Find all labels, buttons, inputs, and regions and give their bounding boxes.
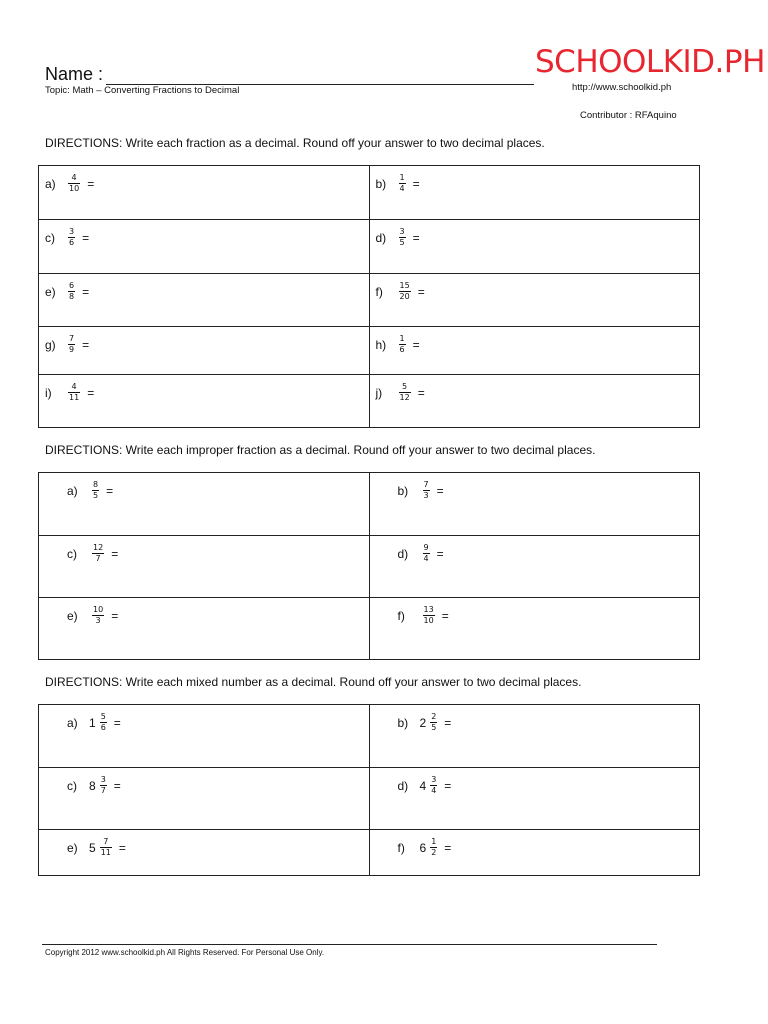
- schoolkid-logo: SCHOOLKID.PH: [535, 44, 765, 80]
- equals-sign: =: [87, 176, 95, 191]
- fraction-numerator: 10: [93, 605, 104, 614]
- equals-sign: =: [118, 840, 126, 855]
- equals-sign: =: [436, 546, 444, 561]
- exercise-item: [67, 713, 121, 732]
- fraction-numerator: 6: [69, 281, 75, 290]
- exercise-label: f): [375, 284, 383, 299]
- exercise-cell[interactable]: [369, 830, 700, 876]
- exercise-label: c): [45, 230, 55, 245]
- equals-sign: =: [441, 608, 449, 623]
- fraction-numerator: 7: [103, 837, 109, 846]
- equals-sign: =: [444, 715, 452, 730]
- exercise-label: d): [397, 778, 409, 793]
- fraction: [423, 481, 430, 500]
- fraction-denominator: 4: [423, 554, 429, 563]
- exercise-item: [376, 282, 425, 301]
- fraction: [399, 228, 406, 247]
- equals-sign: =: [106, 483, 114, 498]
- directions-fractions: DIRECTIONS: Write each fraction as a decimal. Round off your answer to two decimal places.: [45, 136, 545, 150]
- fraction-denominator: 20: [399, 292, 410, 301]
- fraction-denominator: 3: [95, 616, 101, 625]
- exercise-item: [45, 174, 94, 193]
- fraction: [430, 838, 437, 857]
- exercise-cell[interactable]: [369, 768, 700, 830]
- exercise-item: [67, 481, 113, 500]
- fraction-denominator: 6: [399, 345, 405, 354]
- fraction-denominator: 7: [100, 786, 106, 795]
- fraction-numerator: 1: [399, 173, 405, 182]
- exercise-row: [39, 536, 700, 598]
- fraction-denominator: 2: [431, 848, 437, 857]
- exercise-label: h): [375, 337, 387, 352]
- fraction-numerator: 12: [93, 543, 104, 552]
- fraction-denominator: 7: [95, 554, 101, 563]
- fraction-numerator: 2: [431, 712, 437, 721]
- equals-sign: =: [412, 337, 420, 352]
- exercise-item: [398, 606, 449, 625]
- fraction: [399, 174, 406, 193]
- equals-sign: =: [111, 608, 119, 623]
- exercise-cell[interactable]: [369, 327, 700, 375]
- fraction-numerator: 1: [399, 334, 405, 343]
- exercise-cell[interactable]: [39, 830, 370, 876]
- exercise-label: f): [397, 608, 405, 623]
- fraction: [423, 606, 435, 625]
- exercise-label: j): [375, 385, 383, 400]
- fraction-denominator: 6: [69, 238, 75, 247]
- exercise-item: [45, 228, 89, 247]
- fraction-denominator: 4: [431, 786, 437, 795]
- fraction: [92, 544, 104, 563]
- exercise-label: c): [67, 778, 77, 793]
- exercise-label: e): [45, 284, 56, 299]
- exercise-label: b): [375, 176, 387, 191]
- exercise-row: [39, 375, 700, 428]
- fraction-numerator: 8: [93, 480, 99, 489]
- exercise-cell[interactable]: [369, 598, 700, 660]
- mixed-whole-number: 8: [89, 778, 96, 793]
- exercise-label: b): [397, 715, 409, 730]
- fraction: [68, 335, 75, 354]
- exercise-cell[interactable]: [39, 705, 370, 768]
- fraction-denominator: 5: [399, 238, 405, 247]
- exercise-item: [45, 282, 89, 301]
- equals-sign: =: [82, 230, 90, 245]
- fraction-denominator: 6: [100, 723, 106, 732]
- exercise-label: f): [397, 840, 405, 855]
- exercise-cell[interactable]: [369, 274, 700, 327]
- fraction-numerator: 7: [423, 480, 429, 489]
- exercise-cell[interactable]: [39, 327, 370, 375]
- exercise-cell[interactable]: [39, 220, 370, 274]
- fraction: [92, 606, 104, 625]
- directions-improper: DIRECTIONS: Write each improper fraction as a decimal. Round off your answer to two decimal places.: [45, 443, 596, 457]
- equals-sign: =: [111, 546, 119, 561]
- equals-sign: =: [113, 715, 121, 730]
- fraction-numerator: 13: [423, 605, 434, 614]
- equals-sign: =: [412, 230, 420, 245]
- exercise-cell[interactable]: [39, 166, 370, 220]
- contributor-text: Contributor : RFAquino: [580, 110, 677, 121]
- site-link[interactable]: http://www.schoolkid.ph: [572, 82, 672, 93]
- exercise-row: [39, 598, 700, 660]
- exercise-item: [45, 383, 94, 402]
- exercise-row: [39, 830, 700, 876]
- mixed-whole-number: 2: [419, 715, 427, 730]
- fraction-numerator: 5: [100, 712, 106, 721]
- fraction: [100, 713, 107, 732]
- fraction: [399, 335, 406, 354]
- exercise-row: [39, 768, 700, 830]
- equals-sign: =: [113, 778, 121, 793]
- equals-sign: =: [87, 385, 95, 400]
- exercise-cell[interactable]: [39, 536, 370, 598]
- equals-sign: =: [82, 284, 90, 299]
- fraction-numerator: 7: [69, 334, 75, 343]
- exercise-item: [398, 776, 452, 795]
- fraction-numerator: 15: [399, 281, 410, 290]
- equals-sign: =: [82, 337, 90, 352]
- mixed-whole-number: 5: [89, 840, 96, 855]
- exercise-item: [398, 544, 444, 563]
- fraction: [68, 228, 75, 247]
- fraction-numerator: 9: [423, 543, 429, 552]
- exercise-item: [398, 481, 444, 500]
- fraction: [399, 383, 411, 402]
- fraction-numerator: 1: [431, 837, 437, 846]
- fraction: [100, 838, 112, 857]
- exercise-row: [39, 473, 700, 536]
- exercise-item: [67, 544, 118, 563]
- fraction-numerator: 5: [402, 382, 408, 391]
- exercise-cell[interactable]: [39, 768, 370, 830]
- exercise-label: e): [67, 608, 78, 623]
- mixed-whole-number: 6: [419, 840, 427, 855]
- fraction-numerator: 4: [71, 173, 77, 182]
- equals-sign: =: [444, 778, 452, 793]
- equals-sign: =: [417, 284, 425, 299]
- exercise-label: d): [375, 230, 387, 245]
- fraction: [68, 282, 75, 301]
- exercise-item: [376, 383, 425, 402]
- fraction: [430, 713, 437, 732]
- exercise-item: [376, 228, 420, 247]
- exercise-table-improper: [38, 472, 700, 660]
- equals-sign: =: [436, 483, 444, 498]
- exercise-cell[interactable]: [39, 598, 370, 660]
- equals-sign: =: [412, 176, 420, 191]
- fraction-denominator: 11: [100, 848, 111, 857]
- exercise-label: a): [67, 715, 78, 730]
- exercise-table-fractions: [38, 165, 700, 428]
- exercise-row: [39, 166, 700, 220]
- fraction-numerator: 3: [69, 227, 75, 236]
- fraction-denominator: 9: [69, 345, 75, 354]
- exercise-label: i): [45, 385, 52, 400]
- topic-text: Topic: Math – Converting Fractions to Decimal: [45, 85, 240, 96]
- fraction: [68, 174, 80, 193]
- fraction-denominator: 4: [399, 184, 405, 193]
- exercise-item: [67, 776, 121, 795]
- exercise-label: d): [397, 546, 409, 561]
- exercise-label: a): [45, 176, 56, 191]
- fraction: [423, 544, 430, 563]
- fraction-numerator: 3: [100, 775, 106, 784]
- exercise-item: [376, 335, 420, 354]
- name-label: Name :: [45, 64, 104, 84]
- exercise-cell[interactable]: [369, 220, 700, 274]
- fraction-denominator: 5: [431, 723, 437, 732]
- mixed-whole-number: 4: [419, 778, 427, 793]
- fraction-numerator: 3: [431, 775, 437, 784]
- fraction-denominator: 3: [423, 491, 429, 500]
- exercise-cell[interactable]: [369, 375, 700, 428]
- exercise-item: [398, 713, 452, 732]
- exercise-cell[interactable]: [39, 473, 370, 536]
- exercise-cell[interactable]: [369, 473, 700, 536]
- directions-mixed: DIRECTIONS: Write each mixed number as a decimal. Round off your answer to two decimal places.: [45, 675, 582, 689]
- exercise-cell[interactable]: [369, 166, 700, 220]
- exercise-label: e): [67, 840, 78, 855]
- fraction: [92, 481, 99, 500]
- footer-line: [42, 944, 657, 945]
- exercise-cell[interactable]: [39, 274, 370, 327]
- exercise-row: [39, 274, 700, 327]
- fraction-numerator: 3: [399, 227, 405, 236]
- exercise-row: [39, 327, 700, 375]
- fraction-denominator: 11: [69, 393, 80, 402]
- exercise-label: c): [67, 546, 77, 561]
- footer-copyright: Copyright 2012 www.schoolkid.ph All Rights Reserved. For Personal Use Only.: [45, 948, 325, 957]
- fraction-denominator: 10: [423, 616, 434, 625]
- exercise-label: g): [45, 337, 56, 352]
- fraction: [68, 383, 80, 402]
- exercise-item: [376, 174, 420, 193]
- fraction: [430, 776, 437, 795]
- equals-sign: =: [444, 840, 452, 855]
- exercise-row: [39, 705, 700, 768]
- fraction: [100, 776, 107, 795]
- equals-sign: =: [417, 385, 425, 400]
- exercise-item: [67, 606, 118, 625]
- fraction-denominator: 12: [399, 393, 410, 402]
- fraction-numerator: 4: [71, 382, 77, 391]
- exercise-item: [398, 838, 452, 857]
- exercise-label: a): [67, 483, 78, 498]
- mixed-whole-number: 1: [89, 715, 96, 730]
- exercise-cell[interactable]: [369, 536, 700, 598]
- exercise-row: [39, 220, 700, 274]
- fraction: [399, 282, 411, 301]
- exercise-table-mixed: [38, 704, 700, 876]
- exercise-item: [45, 335, 89, 354]
- fraction-denominator: 10: [69, 184, 80, 193]
- exercise-item: [67, 838, 126, 857]
- exercise-label: b): [397, 483, 409, 498]
- exercise-cell[interactable]: [369, 705, 700, 768]
- exercise-cell[interactable]: [39, 375, 370, 428]
- fraction-denominator: 8: [69, 292, 75, 301]
- fraction-denominator: 5: [93, 491, 99, 500]
